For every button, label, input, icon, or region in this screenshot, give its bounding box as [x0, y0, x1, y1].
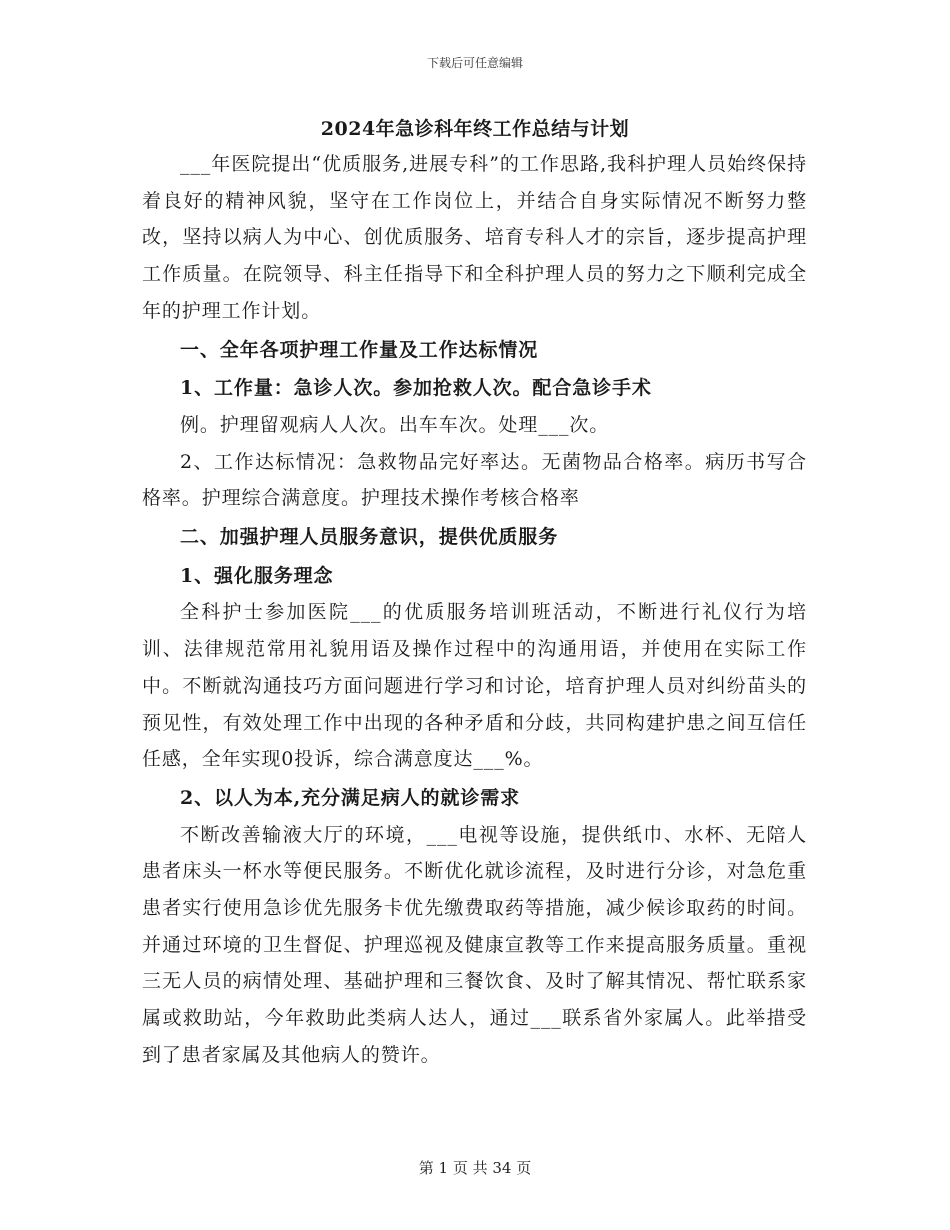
section-heading-1: 一、全年各项护理工作量及工作达标情况: [180, 338, 539, 361]
paragraph-workload: 例。护理留观病人人次。出车车次。处理___次。: [180, 413, 610, 436]
subheading-patient-needs: 2、以人为本,充分满足病人的就诊需求: [180, 786, 521, 809]
paragraph-service-training: 全科护士参加医院___的优质服务培训班活动，不断进行礼仪行为培训、法律规范常用礼貌用语及操作过程中的沟通用语，并使用在实际工作中。不断就沟通技巧方面问题进行学习和讨论，培育护理人员对纠纷苗头的预见性，有效处理工作中出现的各种矛盾和分歧，共同构建护患之间互信任任感，全年实现0投诉，综合满意度达___%。: [142, 601, 807, 771]
document-title: 2024年急诊科年终工作总结与计划: [320, 118, 630, 140]
page-number: 第 1 页 共 34 页: [418, 1159, 532, 1177]
page-header-note: 下载后可任意编辑: [426, 56, 523, 70]
paragraph-patient-needs: 不断改善输液大厅的环境，___电视等设施，提供纸巾、水杯、无陪人患者床头一杯水等便民服务。不断优化就诊流程，及时进行分诊，对急危重患者实行使用急诊优先服务卡优先缴费取药等措施，减少候诊取药的时间。并通过环境的卫生督促、护理巡视及健康宣教等工作来提高服务质量。重视三无人员的病情处理、基础护理和三餐饮食、及时了解其情况、帮忙联系家属或救助站，今年救助此类病人达人，通过___联系省外家属人。此举措受到了患者家属及其他病人的赞许。: [142, 823, 807, 1066]
subheading-service-concept: 1、强化服务理念: [180, 564, 334, 587]
paragraph-intro: ___年医院提出“优质服务,进展专科”的工作思路,我科护理人员始终保持着良好的精神风貌，坚守在工作岗位上，并结合自身实际情况不断努力整改，坚持以病人为中心、创优质服务、培育专科人才的宗旨，逐步提高护理工作质量。在院领导、科主任指导下和全科护理人员的努力之下顺利完成全年的护理工作计划。: [142, 153, 807, 322]
subheading-workload: 1、工作量：急诊人次。参加抢救人次。配合急诊手术: [180, 377, 652, 400]
section-heading-2: 二、加强护理人员服务意识，提供优质服务: [180, 526, 559, 549]
paragraph-standards: 2、工作达标情况：急救物品完好率达。无菌物品合格率。病历书写合格率。护理综合满意度。护理技术操作考核合格率: [142, 450, 807, 510]
document-body: [142, 146, 807, 1074]
